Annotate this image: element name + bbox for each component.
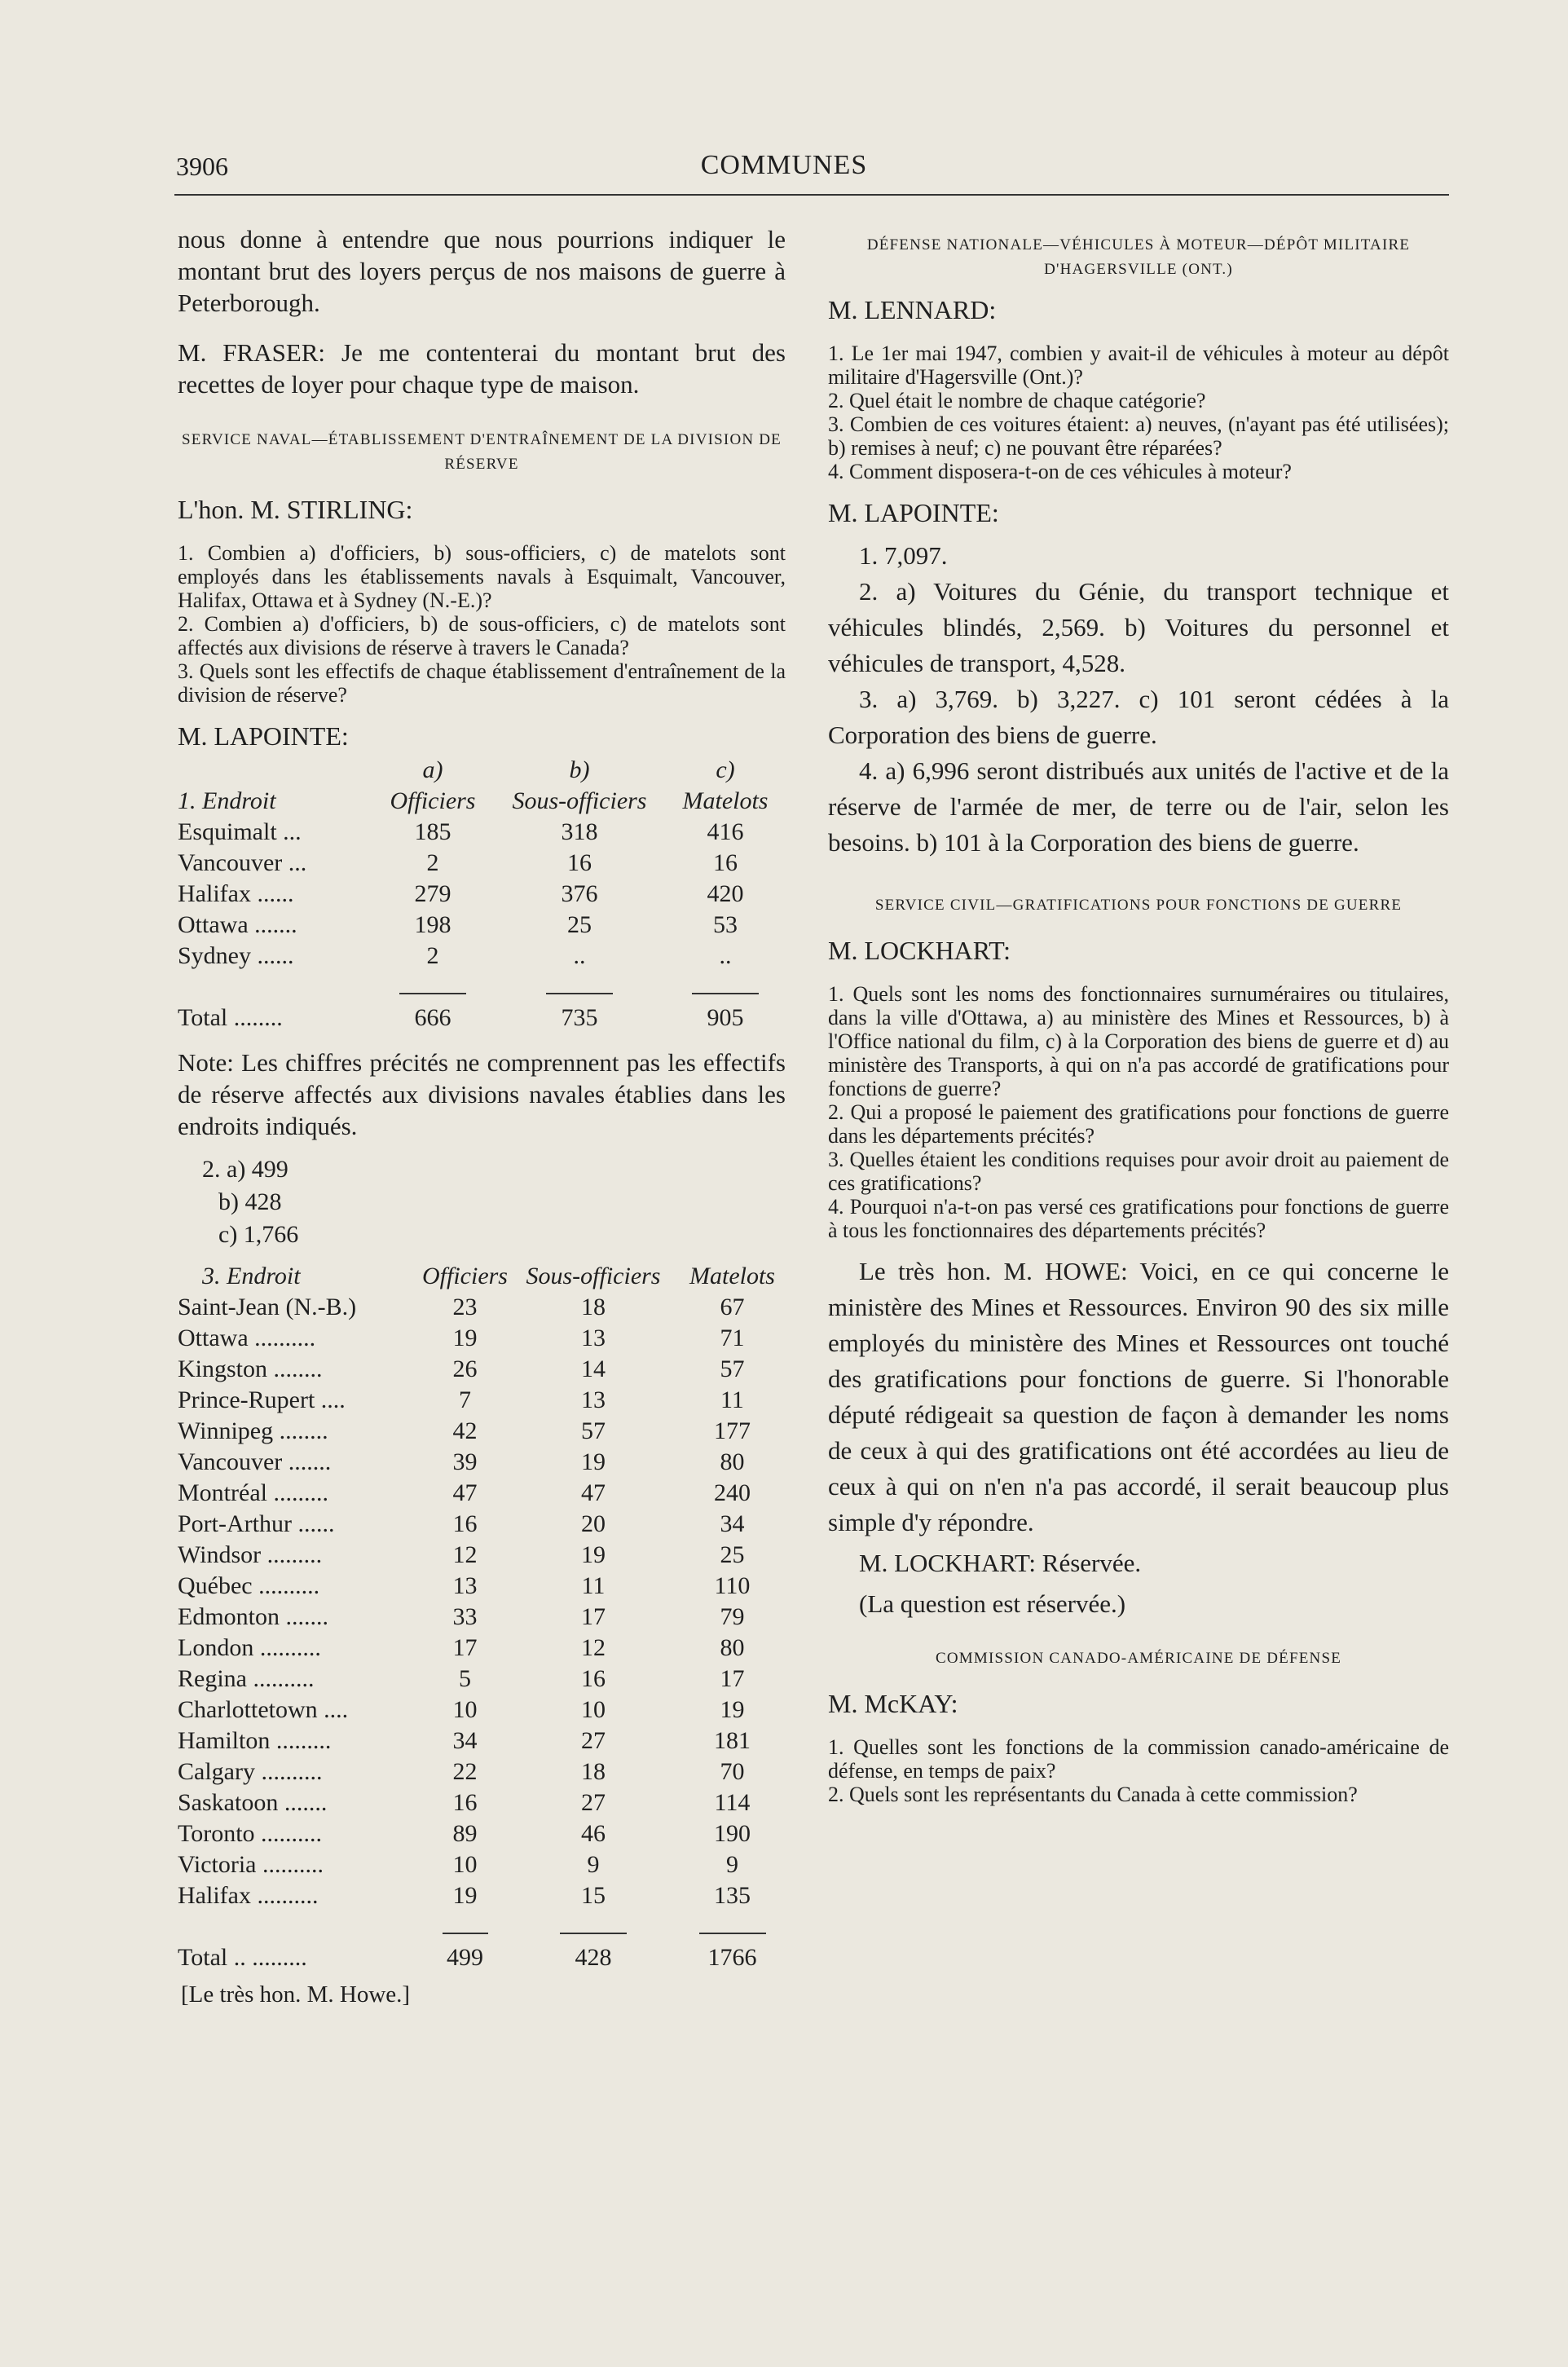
place-cell: Calgary ..........: [178, 1758, 323, 1785]
value-cell: 33: [452, 1603, 478, 1630]
value-cell: 16: [713, 849, 738, 876]
table-row: [178, 910, 786, 941]
answer-2a: 2. a) 499: [202, 1156, 288, 1183]
question-2: 2. Qui a proposé le paiement des gratifications pour fonctions de guerre dans les départements précités?: [828, 1100, 1449, 1148]
question-3: 3. Quels sont les effectifs de chaque établissement d'entraînement de la division de réserve?: [178, 659, 786, 707]
place-cell: Kingston ........: [178, 1355, 323, 1382]
table-row: [178, 879, 786, 910]
sum-rule: [560, 1933, 627, 1934]
place-cell: Victoria ..........: [178, 1851, 324, 1878]
value-cell: 11: [720, 1386, 744, 1413]
total-value: 1766: [707, 1944, 757, 1971]
place-cell: Montréal .........: [178, 1479, 328, 1506]
table-row: [178, 1633, 786, 1664]
table-row: [178, 1354, 786, 1385]
total-row: [178, 1003, 786, 1034]
value-cell: 18: [581, 1294, 606, 1320]
naval-table: [178, 755, 786, 1034]
table-row: [178, 1416, 786, 1447]
question-2: 2. Quels sont les représentants du Canada à cette commission?: [828, 1783, 1358, 1806]
question-1: 1. Quels sont les noms des fonctionnaires surnuméraires ou titulaires, dans la ville d'Ottawa, a) au ministère des Mines et Ressources, b) à l'Office national du film, c) à la Corporation des biens de guerre et d) au ministère des Transports, à qui on n'a pas accordé de gratifications pour fonctions de guerre?: [828, 982, 1449, 1100]
section-heading-civil: SERVICE CIVIL—GRATIFICATIONS POUR FONCTIONS DE GUERRE: [874, 897, 1403, 914]
header-endroit: 3. Endroit: [202, 1263, 301, 1289]
value-cell: 10: [452, 1851, 478, 1878]
total-value: 499: [447, 1944, 483, 1971]
table-row: [178, 1323, 786, 1354]
value-cell: 53: [713, 911, 738, 938]
value-cell: 34: [720, 1510, 745, 1537]
fraser-paragraph: M. FRASER: Je me contenterai du montant brut des recettes de loyer pour chaque type de maison.: [178, 338, 786, 399]
table-row: [178, 1602, 786, 1633]
question-2: 2. Quel était le nombre de chaque catégorie?: [828, 389, 1206, 412]
value-cell: 13: [581, 1325, 606, 1351]
sum-rule: [699, 1933, 766, 1934]
value-cell: 18: [581, 1758, 606, 1785]
place-cell: Esquimalt ...: [178, 818, 302, 845]
value-cell: 2: [426, 849, 439, 876]
place-cell: Windsor .........: [178, 1541, 323, 1568]
table-row: [178, 1385, 786, 1416]
value-cell: 17: [581, 1603, 606, 1630]
question-1: 1. Le 1er mai 1947, combien y avait-il de véhicules à moteur au dépôt militaire d'Hagersville (Ont.)?: [828, 342, 1449, 389]
value-cell: 34: [452, 1727, 478, 1754]
value-cell: 47: [452, 1479, 478, 1506]
value-cell: 240: [714, 1479, 751, 1506]
value-cell: ..: [573, 942, 586, 969]
speaker-lapointe: M. LAPOINTE:: [828, 498, 999, 527]
sum-rule: [692, 993, 759, 994]
value-cell: 16: [567, 849, 592, 876]
howe-answer: Le très hon. M. HOWE: Voici, en ce qui concerne le ministère des Mines et Ressources. Environ 90 des six mille employés du ministère des Mines et Ressources ont touché des gratifications pour fonctions de guerre. Si l'honorable député rédigeait sa question de façon à demander les noms de ceux à qui des gratifications ont été accordées au lieu de ceux à qui on n'en n'a pas accordé, il serait beaucoup plus simple d'y répondre.: [828, 1257, 1449, 1536]
speaker-mckay: M. McKAY:: [828, 1689, 958, 1718]
value-cell: 2: [426, 942, 439, 969]
reserve-table-body: [178, 1292, 786, 1911]
speaker-lapointe: M. LAPOINTE:: [178, 721, 349, 751]
answer-2b: b) 428: [218, 1188, 282, 1215]
value-cell: 11: [581, 1572, 606, 1599]
header-officiers: Officiers: [390, 787, 476, 814]
value-cell: 42: [452, 1417, 478, 1444]
lockhart-reply: M. LOCKHART: Réservée.: [859, 1549, 1142, 1577]
value-cell: 16: [581, 1665, 606, 1692]
value-cell: 47: [581, 1479, 606, 1506]
value-cell: 15: [581, 1882, 606, 1909]
value-cell: 23: [452, 1294, 478, 1320]
place-cell: London ..........: [178, 1634, 321, 1661]
table-header-row: [178, 786, 786, 817]
value-cell: 17: [452, 1634, 478, 1661]
speaker-lennard: M. LENNARD:: [828, 295, 997, 324]
value-cell: 190: [714, 1820, 751, 1847]
question-4: 4. Comment disposera-t-on de ces véhicules à moteur?: [828, 460, 1292, 483]
note-paragraph: Note: Les chiffres précités ne comprennent pas les effectifs de réserve affectés aux divisions navales établies dans les endroits indiqués.: [178, 1048, 786, 1140]
value-cell: 39: [452, 1448, 478, 1475]
value-cell: 22: [452, 1758, 478, 1785]
col-letter-a: a): [422, 756, 443, 783]
question-1: 1. Quelles sont les fonctions de la commission canado-américaine de défense, en temps de paix?: [828, 1735, 1449, 1783]
header-officiers: Officiers: [422, 1263, 508, 1289]
question-3: 3. Combien de ces voitures étaient: a) neuves, (n'ayant pas été utilisées); b) remises à neuf; c) ne pouvant être réparées?: [828, 412, 1449, 460]
left-column: [178, 223, 786, 2008]
value-cell: 57: [581, 1417, 606, 1444]
value-cell: 7: [459, 1386, 471, 1413]
value-cell: 12: [581, 1634, 606, 1661]
total-label: Total ........: [178, 1004, 283, 1031]
intro-paragraph: nous donne à entendre que nous pourrions indiquer le montant brut des loyers perçus de nos maisons de guerre à Peterborough.: [178, 225, 786, 317]
value-cell: 16: [452, 1789, 478, 1816]
total-value: 666: [414, 1004, 451, 1031]
place-cell: Saskatoon .......: [178, 1789, 328, 1816]
value-cell: 17: [720, 1665, 745, 1692]
table-row: [178, 1447, 786, 1478]
answer-2: 2. a) Voitures du Génie, du transport technique et véhicules blindés, 2,569. b) Voitures du personnel et véhicules de transport, 4,528.: [828, 577, 1449, 677]
sum-rule-row: [178, 1911, 786, 1942]
value-cell: 19: [720, 1696, 745, 1723]
value-cell: 20: [581, 1510, 606, 1537]
value-cell: 80: [720, 1448, 745, 1475]
col-letter-c: c): [716, 756, 735, 783]
value-cell: 318: [561, 818, 598, 845]
answer-3: 3. a) 3,769. b) 3,227. c) 101 seront cédées à la Corporation des biens de guerre.: [828, 685, 1449, 749]
table-row: [178, 1478, 786, 1509]
place-cell: Prince-Rupert ....: [178, 1386, 346, 1413]
table-row: [178, 941, 786, 972]
table-row: [178, 1664, 786, 1695]
value-cell: 14: [581, 1355, 606, 1382]
answer-4: 4. a) 6,996 seront distribués aux unités de l'active et de la réserve de l'armée de mer, de terre ou de l'air, selon les besoins. b) 101 à la Corporation des biens de guerre.: [828, 756, 1449, 857]
question-1: 1. Combien a) d'officiers, b) sous-officiers, c) de matelots sont employés dans les établissements navals à Esquimalt, Vancouver, Halifax, Ottawa et à Sydney (N.-E.)?: [178, 541, 786, 612]
column-letters-row: [178, 755, 786, 786]
value-cell: 185: [414, 818, 451, 845]
table-row: [178, 848, 786, 879]
value-cell: 279: [414, 880, 451, 907]
value-cell: 89: [452, 1820, 478, 1847]
value-cell: 19: [581, 1448, 606, 1475]
question-4: 4. Pourquoi n'a-t-on pas versé ces gratifications pour fonctions de guerre à tous les fonctionnaires des départements précités?: [828, 1195, 1449, 1242]
table-header-row: [178, 1261, 786, 1292]
value-cell: 67: [720, 1294, 745, 1320]
speaker-stirling: L'hon. M. STIRLING:: [178, 495, 413, 524]
value-cell: 27: [581, 1789, 606, 1816]
value-cell: 135: [714, 1882, 751, 1909]
table-row: [178, 1818, 786, 1849]
sum-rule: [399, 993, 466, 994]
value-cell: 26: [452, 1355, 478, 1382]
value-cell: 79: [720, 1603, 745, 1630]
total-label: Total .. .........: [178, 1944, 307, 1971]
table-row: [178, 1726, 786, 1757]
table-row: [178, 1292, 786, 1323]
place-cell: Québec ..........: [178, 1572, 320, 1599]
section-heading-defense: DÉFENSE NATIONALE—VÉHICULES À MOTEUR—DÉPÔT MILITAIRE D'HAGERSVILLE (ONT.): [866, 236, 1411, 278]
header-matelots: Matelots: [682, 787, 769, 814]
value-cell: 110: [714, 1572, 751, 1599]
section-heading-commission: COMMISSION CANADO-AMÉRICAINE DE DÉFENSE: [935, 1650, 1342, 1667]
value-cell: 25: [720, 1541, 745, 1568]
table-row: [178, 1571, 786, 1602]
total-value: 428: [575, 1944, 612, 1971]
table-row: [178, 1540, 786, 1571]
total-value: 735: [561, 1004, 598, 1031]
value-cell: ..: [719, 942, 732, 969]
header-rule: [174, 194, 1449, 196]
section-heading-naval: SERVICE NAVAL—ÉTABLISSEMENT D'ENTRAÎNEMENT DE LA DIVISION DE RÉSERVE: [182, 431, 782, 473]
value-cell: 9: [726, 1851, 738, 1878]
place-cell: Edmonton .......: [178, 1603, 328, 1630]
table-row: [178, 1509, 786, 1540]
table-row: [178, 1695, 786, 1726]
value-cell: 13: [452, 1572, 478, 1599]
right-column: [828, 223, 1449, 1806]
value-cell: 416: [707, 818, 744, 845]
speaker-lockhart: M. LOCKHART:: [828, 936, 1011, 965]
sum-rule-row: [178, 972, 786, 1003]
value-cell: 10: [581, 1696, 606, 1723]
header-sous-officiers: Sous-officiers: [526, 1263, 661, 1289]
value-cell: 12: [452, 1541, 478, 1568]
table-row: [178, 1757, 786, 1787]
col-letter-b: b): [569, 756, 590, 783]
place-cell: Vancouver .......: [178, 1448, 332, 1475]
place-cell: Regina ..........: [178, 1665, 315, 1692]
place-cell: Vancouver ...: [178, 849, 307, 876]
place-cell: Ottawa ..........: [178, 1325, 316, 1351]
value-cell: 5: [459, 1665, 471, 1692]
place-cell: Charlottetown ....: [178, 1696, 349, 1723]
value-cell: 19: [452, 1882, 478, 1909]
value-cell: 19: [452, 1325, 478, 1351]
sum-rule: [546, 993, 613, 994]
footer-note: [Le très hon. M. Howe.]: [181, 1981, 411, 2008]
value-cell: 80: [720, 1634, 745, 1661]
header-endroit: 1. Endroit: [178, 787, 276, 814]
header-sous-officiers: Sous-officiers: [512, 787, 647, 814]
question-2: 2. Combien a) d'officiers, b) de sous-officiers, c) de matelots sont affectés aux divisions de réserve à travers le Canada?: [178, 612, 786, 659]
table-row: [178, 1787, 786, 1818]
value-cell: 420: [707, 880, 744, 907]
place-cell: Toronto ..........: [178, 1820, 323, 1847]
answer-1: 1. 7,097.: [859, 541, 948, 570]
table-row: [178, 1849, 786, 1880]
value-cell: 57: [720, 1355, 745, 1382]
value-cell: 16: [452, 1510, 478, 1537]
value-cell: 198: [414, 911, 451, 938]
sum-rule: [443, 1933, 488, 1934]
question-3: 3. Quelles étaient les conditions requises pour avoir droit au paiement de ces gratifications?: [828, 1148, 1449, 1195]
page-title: COMMUNES: [700, 150, 868, 180]
reserved-note: (La question est réservée.): [859, 1589, 1126, 1618]
table-row: [178, 817, 786, 848]
place-cell: Sydney ......: [178, 942, 294, 969]
value-cell: 177: [714, 1417, 751, 1444]
header-matelots: Matelots: [689, 1263, 775, 1289]
place-cell: Halifax ..........: [178, 1882, 319, 1909]
value-cell: 71: [720, 1325, 745, 1351]
value-cell: 25: [567, 911, 592, 938]
value-cell: 10: [452, 1696, 478, 1723]
place-cell: Saint-Jean (N.-B.): [178, 1294, 357, 1320]
value-cell: 19: [581, 1541, 606, 1568]
value-cell: 13: [581, 1386, 606, 1413]
value-cell: 46: [581, 1820, 606, 1847]
value-cell: 70: [720, 1758, 745, 1785]
reserve-table: [178, 1261, 786, 1973]
place-cell: Hamilton .........: [178, 1727, 332, 1754]
place-cell: Winnipeg ........: [178, 1417, 328, 1444]
value-cell: 114: [714, 1789, 751, 1816]
value-cell: 181: [714, 1727, 751, 1754]
value-cell: 376: [561, 880, 598, 907]
table-row: [178, 1880, 786, 1911]
value-cell: 9: [587, 1851, 600, 1878]
place-cell: Port-Arthur ......: [178, 1510, 335, 1537]
value-cell: 27: [581, 1727, 606, 1754]
page-number: 3906: [176, 152, 228, 181]
answer-2c: c) 1,766: [218, 1221, 299, 1248]
total-row: [178, 1942, 786, 1973]
place-cell: Halifax ......: [178, 880, 294, 907]
total-value: 905: [707, 1004, 744, 1031]
place-cell: Ottawa .......: [178, 911, 297, 938]
